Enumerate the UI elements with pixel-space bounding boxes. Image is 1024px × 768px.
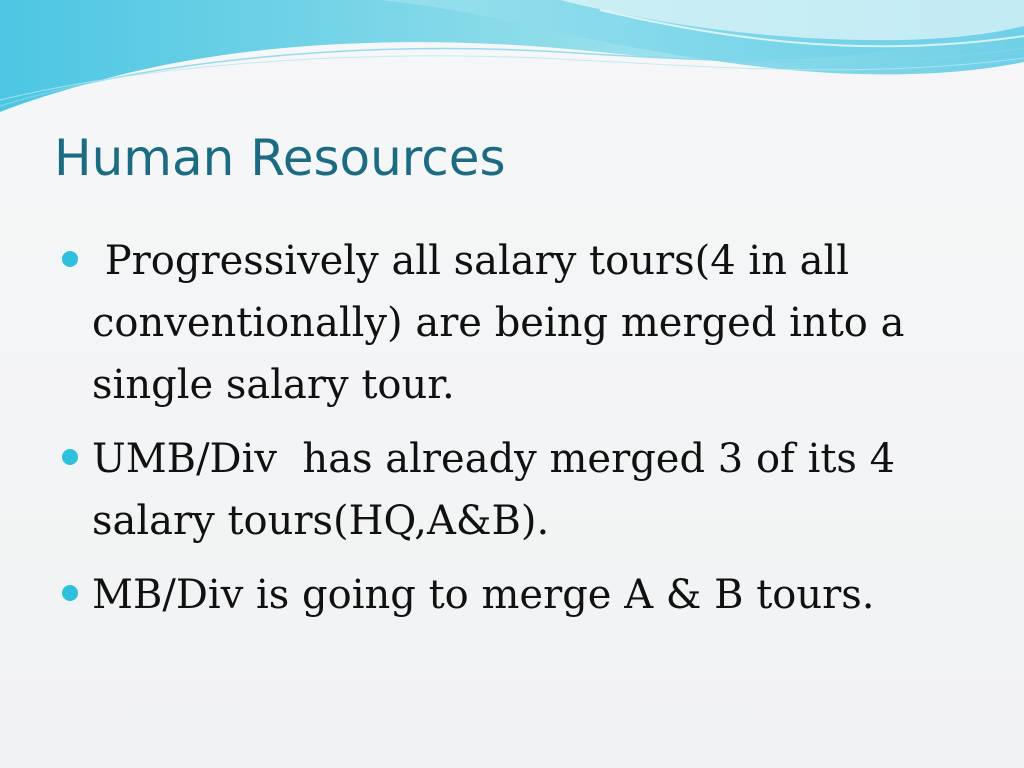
bullet-text: MB/Div is going to merge A & B tours. bbox=[92, 572, 875, 618]
bullet-text: Progressively all salary tours(4 in all conventionally) are being merged into a single salary tour. bbox=[92, 238, 918, 408]
bullet-item bbox=[62, 428, 962, 552]
bullet-dot-icon bbox=[62, 585, 78, 601]
bullet-dot-icon bbox=[62, 251, 78, 267]
bullet-dot-icon bbox=[62, 449, 78, 465]
bullet-text: UMB/Div has already merged 3 of its 4 salary tours(HQ,A&B). bbox=[92, 436, 908, 544]
bullet-list bbox=[62, 230, 962, 638]
bullet-item bbox=[62, 564, 962, 626]
header-wave-graphic bbox=[0, 0, 1024, 130]
slide-title: Human Resources bbox=[54, 129, 506, 187]
bullet-item bbox=[62, 230, 962, 416]
